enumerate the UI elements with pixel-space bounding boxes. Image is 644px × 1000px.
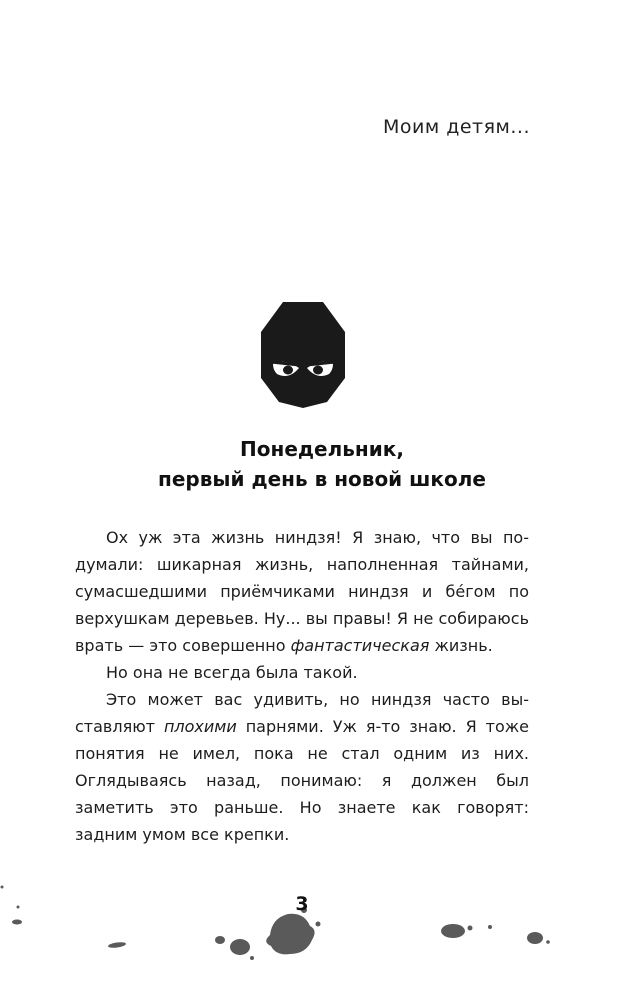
paragraph-1-text-b: жизнь. — [429, 636, 493, 655]
paragraph-1-text-a: Ох уж эта жизнь ниндзя! Я знаю, что вы подумали: шикарная жизнь, наполненная тайнами, сумасшедшими приёмчиками ниндзя и бéгом по верхушкам деревьев. Ну... вы правы! Я не собираюсь врать — это совершенно — [75, 528, 529, 655]
body-text — [75, 524, 529, 848]
paragraph-3-emphasis: плохими — [163, 717, 237, 736]
paragraph-2: Но она не всегда была такой. — [106, 663, 358, 682]
chapter-title-line-2: первый день в новой школе — [158, 467, 486, 491]
paragraph-3-text-b: парнями. Уж я-то знаю. Я тоже понятия не имел, пока не стал одним из них. Оглядываясь назад, понимаю: я должен был заметить это раньше. Но знаете как говорят: задним умом все крепки. — [75, 717, 530, 844]
chapter-title-line-1: Понедельник, — [240, 437, 404, 461]
ninja-head-icon — [261, 298, 345, 410]
paragraph-3-text-a: Это может вас удивить, но ниндзя часто выставляют — [75, 690, 529, 736]
ink-splatter — [0, 880, 644, 1000]
paragraph-1 — [75, 524, 529, 659]
chapter-title — [0, 434, 644, 494]
paragraph-1-emphasis: фантастическая — [290, 636, 430, 655]
dedication: Моим детям... — [382, 116, 530, 138]
paragraph-3 — [75, 686, 529, 848]
page-number: 3 — [295, 893, 309, 915]
